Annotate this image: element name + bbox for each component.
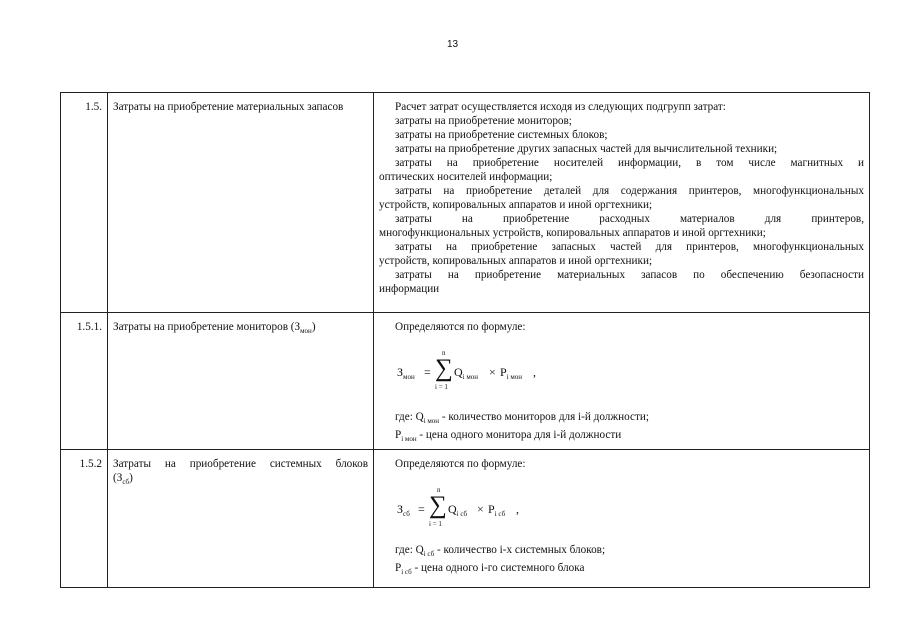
description-line: затраты на приобретение запасных частей для принтеров, многофункциональных [395,241,864,253]
sum-icon: ∑ [429,492,447,519]
row-title-line2: $(З_{сб})$ [113,472,133,486]
row-number: 1.5. [61,93,108,313]
formula-lower-limit: i = 1 [429,520,442,528]
formula-times: × [477,502,484,516]
formula-upper-limit: n [442,349,446,357]
description-line: устройств, копировальных аппаратов и иной оргтехники; [379,255,653,267]
formula [397,350,864,392]
table-row [61,93,870,313]
formula-lhs: $З_{мон}$ [397,365,415,381]
formula-upper-limit: n [437,486,441,494]
cost-table [60,92,870,588]
row-title-subscript: мон [300,327,312,335]
sum-icon: ∑ [435,355,453,382]
row-description [374,313,870,450]
row-title-text: Затраты на приобретение системных блоков [113,458,368,470]
definition-price: $P_{i сб}$ - цена одного i-го системного блока [395,562,585,576]
definition-quantity: где: $Q_{i сб}$ - количество i-х системных блоков; [395,544,606,558]
description-line: затраты на приобретение других запасных частей для вычислительной техники; [395,143,778,155]
formula-price: $P_{i сб}$ [488,502,506,518]
description-line: затраты на приобретение носителей информации, в том числе магнитных и [395,157,864,169]
formula-quantity: $Q_{i мон}$ [454,365,479,381]
formula [397,487,864,529]
row-description [374,93,870,313]
row-title [108,450,374,588]
row-number: 1.5.1. [61,313,108,450]
formula-comma: , [516,502,519,516]
formula-lhs: $З_{сб}$ [397,502,410,518]
row-description [374,450,870,588]
description-line: устройств, копировальных аппаратов и иной оргтехники; [379,199,653,211]
row-title-tail: ) [311,321,316,333]
formula-quantity: $Q_{i сб}$ [448,502,468,518]
formula-intro: Определяются по формуле: [395,458,526,470]
description-line: затраты на приобретение мониторов; [395,115,572,127]
description-line: оптических носителей информации; [379,171,553,183]
page-number: 13 [446,39,459,50]
row-title: Затраты на приобретение материальных запасов [108,93,374,313]
row-number: 1.5.2 [61,450,108,588]
formula-equals: = [418,502,425,516]
description-line: затраты на приобретение системных блоков; [395,129,608,141]
table-row [61,313,870,450]
definition-price: $P_{i мон}$ - цена одного монитора для i-й должности [395,429,622,443]
table-row [61,450,870,588]
description-line: затраты на приобретение расходных материалов для принтеров, [395,213,864,225]
description-line: Расчет затрат осуществляется исходя из следующих подгрупп затрат: [395,101,726,113]
formula-times: × [489,365,496,379]
formula-comma: , [533,365,536,379]
formula-equals: = [424,365,431,379]
description-line: многофункциональных устройств, копировальных аппаратов и иной оргтехники; [379,227,766,239]
row-title [108,313,374,450]
description-line: информации [379,283,440,295]
description-line: затраты на приобретение материальных запасов по обеспечению безопасности [395,269,864,281]
row-title-text: Затраты на приобретение мониторов (З [113,321,301,333]
description-line: затраты на приобретение деталей для содержания принтеров, многофункциональных [395,185,864,197]
formula-price: $P_{i мон}$ [500,365,523,381]
definition-quantity: где: $Q_{i мон}$ - количество мониторов для i-й должности; [395,411,649,425]
formula-intro: Определяются по формуле: [395,321,526,333]
formula-lower-limit: i = 1 [435,383,448,391]
